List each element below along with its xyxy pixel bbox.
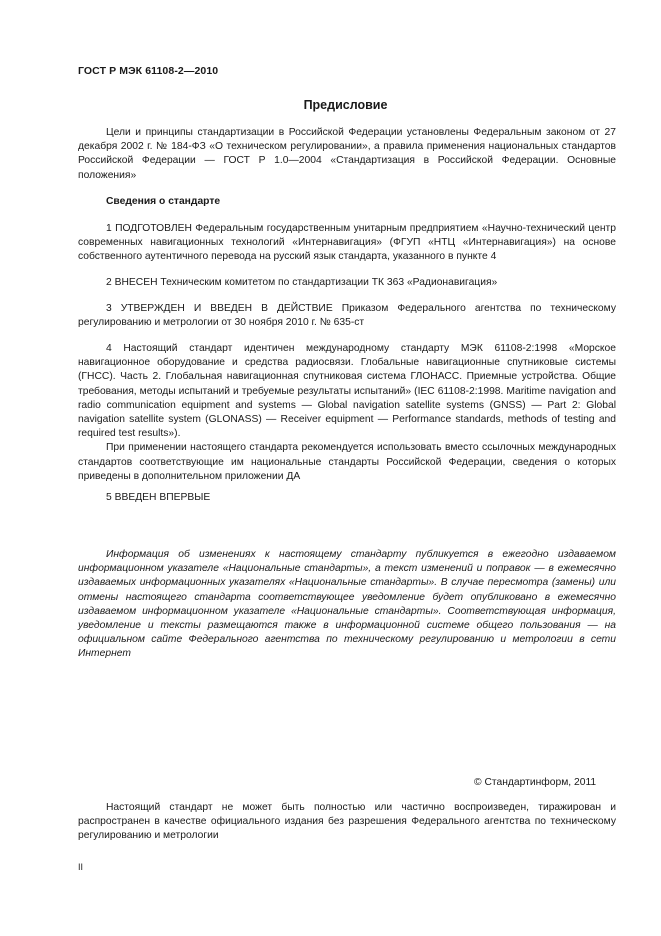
reproduction-paragraph xyxy=(78,801,616,844)
item-2-paragraph xyxy=(78,276,616,290)
notice-paragraph xyxy=(78,548,616,662)
item-5-paragraph xyxy=(78,491,616,505)
standard-code-header: ГОСТ Р МЭК 61108-2—2010 xyxy=(78,65,219,77)
item-4-note-text: При применении настоящего стандарта рекомендуется использовать вместо ссылочных международных стандартов соответствующие им национальные стандарты Российской Федерации, сведения о которых приведены в дополнительном приложении ДА xyxy=(78,442,616,482)
intro-text: Цели и принципы стандартизации в Российской Федерации установлены Федеральным законом от 27 декабря 2002 г. № 184-ФЗ «О техническом регулировании», а правила применения национальных стандартов Российской Федерации — ГОСТ Р 1.0—2004 «Стандартизация в Российской Федерации. Основные положения» xyxy=(78,127,616,181)
item-3-paragraph xyxy=(78,302,616,330)
intro-paragraph xyxy=(78,126,616,183)
page-number: II xyxy=(78,862,84,872)
notice-text: Информация об изменениях к настоящему стандарту публикуется в ежегодно издаваемом информационном указателе «Национальные стандарты», а текст изменений и поправок — в ежемесячно издаваемых информационных указателях «Национальные стандарты». В случае пересмотра (замены) или отмены настоящего стандарта соответствующее уведомление будет опубликовано в ежемесячно издаваемом информационном указателе «Национальные стандарты». Соответствующая информация, уведомление и тексты размещаются также в информационной системе общего пользования — на официальном сайте Федерального агентства по техническому регулированию и метрологии в сети Интернет xyxy=(78,549,616,660)
reproduction-text: Настоящий стандарт не может быть полностью или частично воспроизведен, тиражирован и распространен в качестве официального издания без разрешения Федерального агентства по техническому регулированию и метрологии xyxy=(78,802,616,842)
item-3-text: 3 УТВЕРЖДЕН И ВВЕДЕН В ДЕЙСТВИЕ Приказом Федерального агентства по техническому регулированию и метрологии от 30 ноября 2010 г. № 635-ст xyxy=(78,303,616,329)
item-4-text: 4 Настоящий стандарт идентичен международному стандарту МЭК 61108-2:1998 «Морское навигационное оборудование и средства радиосвязи. Глобальные навигационные спутниковые системы (ГНСС). Часть 2. Глобальная навигационная спутниковая система ГЛОНАСС. Приемные устройства. Общие требования, методы испытаний и требуемые результаты испытаний» (IEC 61108-2:1998. Maritime navigation and radio communication equipment and systems — Global navigation satellite systems (GNSS) — Part 2: Global navigation satellite system (GLONASS) — Receiver equipment — Performance standards, methods of testing and required test results»). xyxy=(78,343,616,440)
info-heading: Сведения о стандарте xyxy=(106,196,221,207)
item-1-paragraph xyxy=(78,222,616,265)
item-1-text: 1 ПОДГОТОВЛЕН Федеральным государственным унитарным предприятием «Научно-технический центр современных навигационных технологий «Интернавигация» (ФГУП «НТЦ «Интернавигация») на основе собственного аутентичного перевода на русский язык стандарта, указанного в пункте 4 xyxy=(78,223,616,263)
section-title xyxy=(0,98,661,112)
copyright-line: © Стандартинформ, 2011 xyxy=(474,777,597,788)
item-2-text: 2 ВНЕСЕН Техническим комитетом по стандартизации ТК 363 «Радионавигация» xyxy=(106,277,498,288)
section-title-text: Предисловие xyxy=(303,98,388,112)
item-5-text: 5 ВВЕДЕН ВПЕРВЫЕ xyxy=(106,492,211,503)
item-4-paragraph xyxy=(78,342,616,484)
